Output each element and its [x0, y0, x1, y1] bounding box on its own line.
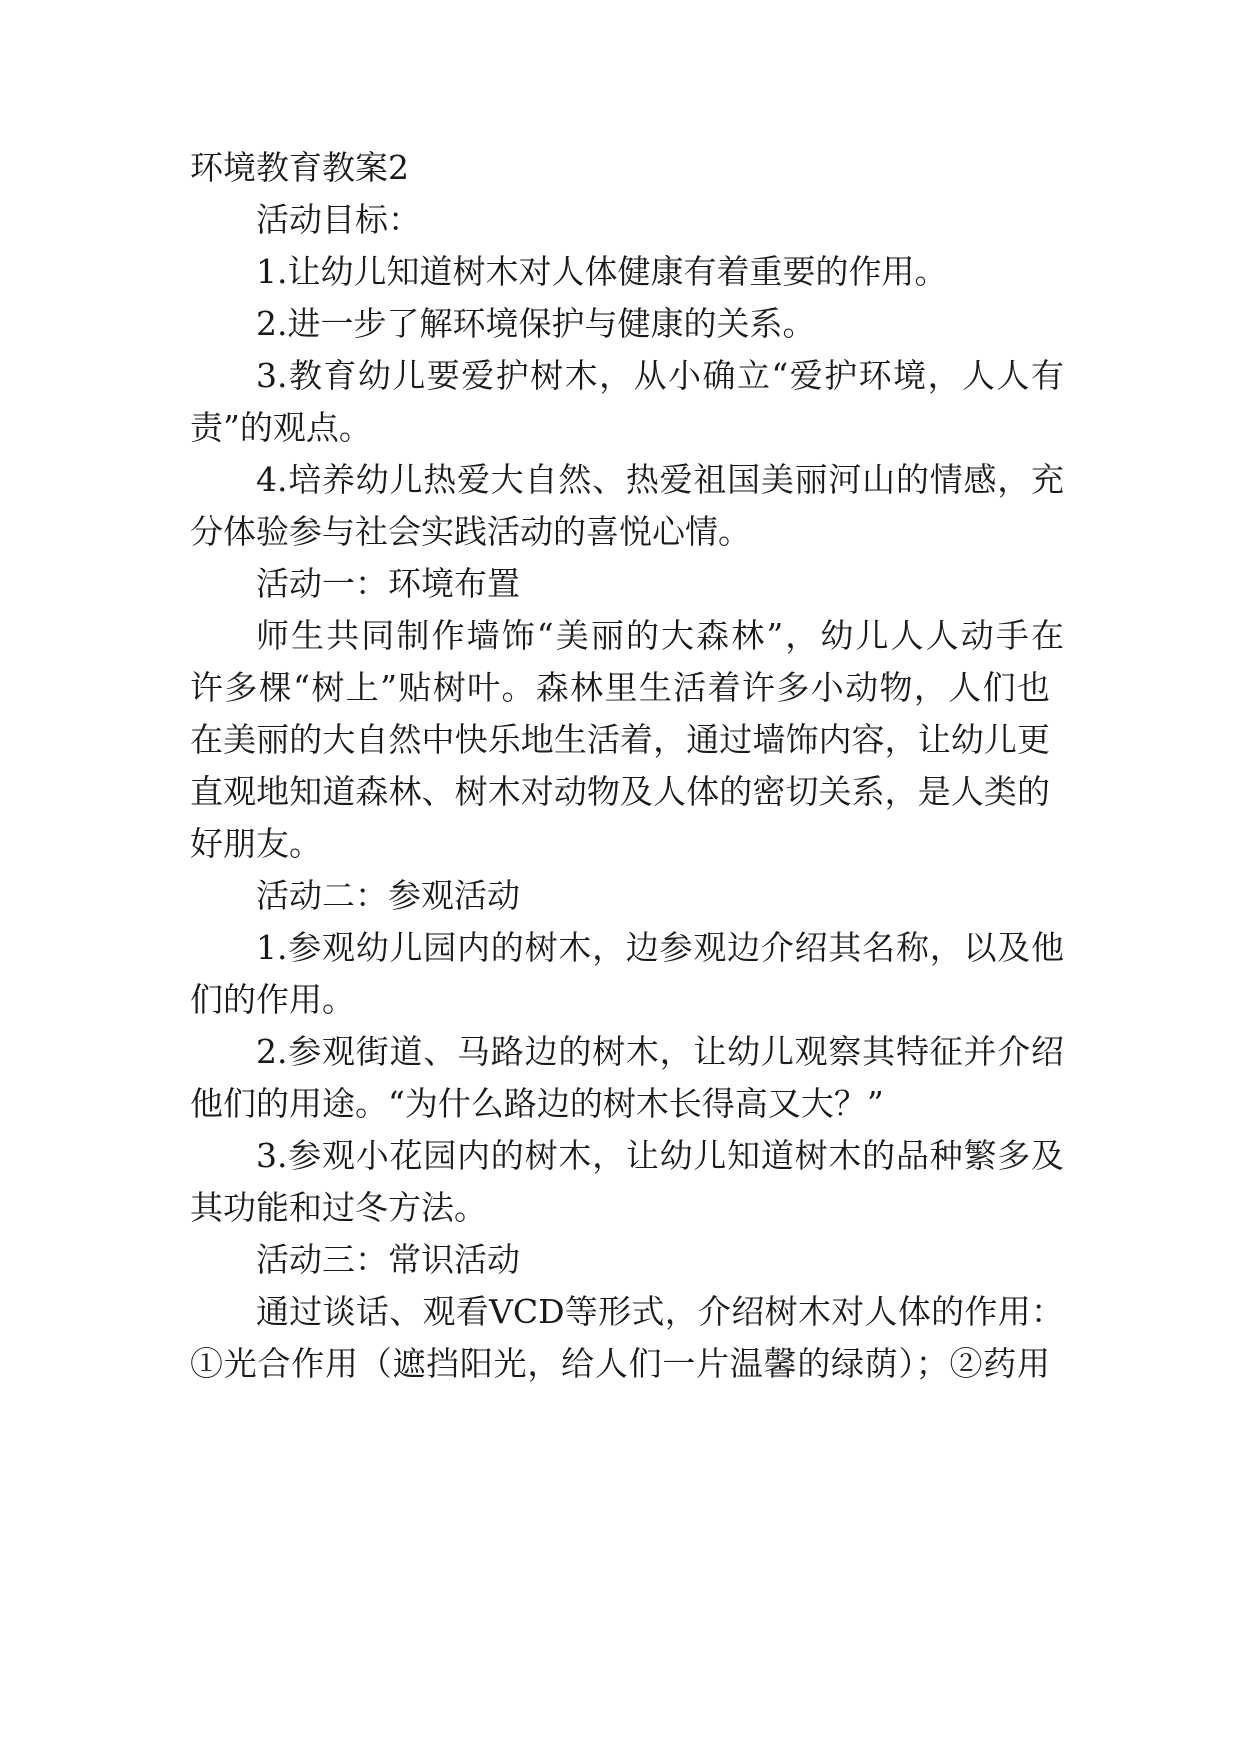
paragraph-line: ①光合作用（遮挡阳光，给人们一片温馨的绿荫）；②药用: [190, 1344, 1050, 1383]
paragraph-line: 其功能和过冬方法。: [190, 1188, 487, 1227]
paragraph-line: 分体验参与社会实践活动的喜悦心情。: [190, 512, 751, 551]
document-title: 环境教育教案2: [190, 148, 409, 187]
paragraph-line: 们的作用。: [190, 980, 355, 1019]
paragraph-line: 3.教育幼儿要爱护树木，从小确立“爱护环境，人人有: [256, 356, 1064, 395]
section-heading-activity-3: 活动三：常识活动: [256, 1240, 520, 1279]
section-heading-activity-2: 活动二：参观活动: [256, 876, 520, 915]
paragraph-line: 3.参观小花园内的树木，让幼儿知道树木的品种繁多及: [256, 1136, 1064, 1175]
paragraph-line: 在美丽的大自然中快乐地生活着，通过墙饰内容，让幼儿更: [190, 720, 1050, 759]
paragraph-line: 他们的用途。“为什么路边的树木长得高又大？”: [190, 1084, 884, 1123]
paragraph-line: 责”的观点。: [190, 408, 372, 447]
paragraph-line: 直观地知道森林、树木对动物及人体的密切关系，是人类的: [190, 772, 1050, 811]
paragraph-line: 1.参观幼儿园内的树木，边参观边介绍其名称，以及他: [256, 928, 1064, 967]
paragraph-line: 通过谈话、观看VCD等形式，介绍树木对人体的作用：: [256, 1292, 1064, 1331]
section-heading-objectives: 活动目标：: [256, 200, 421, 239]
paragraph-line: 师生共同制作墙饰“美丽的大森林”，幼儿人人动手在: [256, 616, 1064, 655]
paragraph-line: 1.让幼儿知道树木对人体健康有着重要的作用。: [256, 252, 948, 291]
paragraph-line: 2.进一步了解环境保护与健康的关系。: [256, 304, 816, 343]
paragraph-line: 2.参观街道、马路边的树木，让幼儿观察其特征并介绍: [256, 1032, 1064, 1071]
paragraph-line: 许多棵“树上”贴树叶。森林里生活着许多小动物，人们也: [190, 668, 1050, 707]
section-heading-activity-1: 活动一：环境布置: [256, 564, 520, 603]
paragraph-line: 好朋友。: [190, 824, 322, 863]
paragraph-line: 4.培养幼儿热爱大自然、热爱祖国美丽河山的情感，充: [256, 460, 1064, 499]
